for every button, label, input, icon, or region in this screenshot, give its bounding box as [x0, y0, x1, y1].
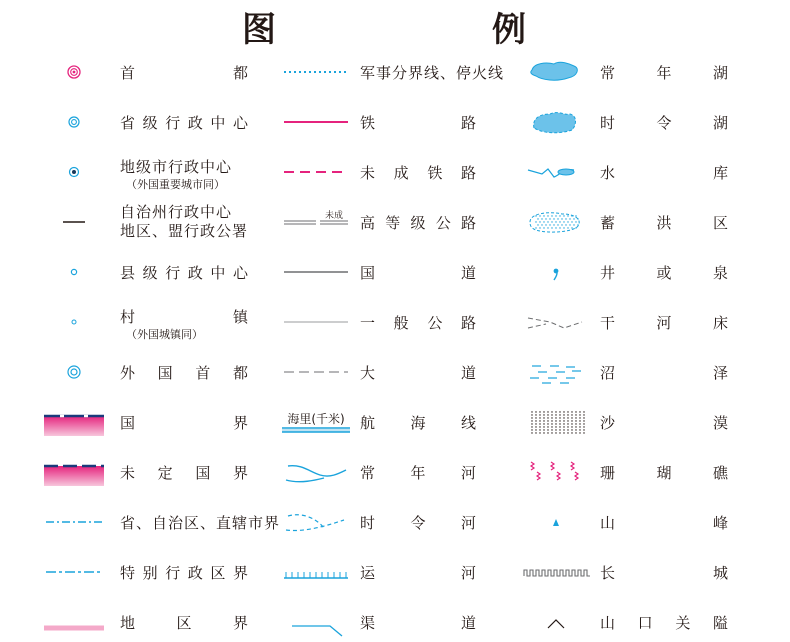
legend-label-char: 行 [165, 563, 181, 582]
highway-unfinished-label: 未成 [324, 211, 344, 221]
legend-label-char: 大 [360, 363, 376, 382]
legend-label-char: 外 [120, 363, 136, 382]
legend-label-char: 道 [460, 363, 476, 382]
legend-label-char: 心 [232, 263, 248, 282]
legend-label-char: 路 [460, 163, 476, 182]
legend-label-char: 心 [232, 113, 248, 132]
legend-label [360, 502, 476, 542]
foreign-capital-icon [38, 352, 110, 392]
legend-label-char: 路 [460, 313, 476, 332]
legend-label-char: 瑚 [656, 463, 672, 482]
legend-label [120, 252, 248, 292]
trail-icon [280, 352, 352, 392]
seasonal-lake-icon [520, 102, 592, 142]
legend-label [360, 352, 476, 392]
legend-label [600, 202, 728, 242]
capital-icon [38, 52, 110, 92]
legend-label-char: 沼 [600, 363, 616, 382]
legend-label-char: 首 [120, 63, 136, 82]
legend-label-char: 珊 [600, 463, 616, 482]
special-region-border-icon [38, 552, 110, 592]
legend-label [120, 202, 248, 242]
legend-label-char: 山 [600, 513, 616, 532]
legend-label-char: 床 [712, 313, 728, 332]
legend-label-char: 河 [460, 513, 476, 532]
legend-label-char: 国 [195, 463, 211, 482]
legend-label-char: 区 [176, 613, 192, 632]
legend-label [360, 252, 476, 292]
legend-label-char: 令 [656, 113, 672, 132]
legend-label [600, 252, 728, 292]
legend-label [360, 102, 476, 142]
railway-icon [280, 102, 352, 142]
legend-label [120, 352, 248, 392]
legend-label-char: 国 [360, 263, 376, 282]
legend-label-char: 公 [427, 313, 443, 332]
legend-label-char: 镇 [232, 307, 248, 326]
legend-label-char: 都 [232, 363, 248, 382]
title-left: 图 [242, 10, 276, 50]
legend-label-line1: 自治州行政中心 [120, 203, 233, 221]
legend-label-char: 别 [142, 563, 158, 582]
legend-label [600, 302, 728, 342]
legend-label-char: 沙 [600, 413, 616, 432]
legend-label-char: 蓄 [600, 213, 616, 232]
legend-sublabel: （外国城镇同） [126, 328, 203, 341]
legend-label-char: 河 [656, 313, 672, 332]
legend-label-char: 等 [385, 213, 401, 232]
legend-label-char: 河 [460, 563, 476, 582]
legend-label-char: 级 [410, 213, 426, 232]
legend-label-char: 路 [460, 213, 476, 232]
legend-label-char: 地 [120, 613, 136, 632]
legend-label-char: 时 [600, 113, 616, 132]
highway-icon [280, 202, 352, 242]
perennial-river-icon [280, 452, 352, 492]
legend-label-char: 界 [232, 413, 248, 432]
province-border-icon [38, 502, 110, 542]
channel-icon [280, 602, 352, 642]
legend-label-char: 道 [460, 613, 476, 632]
legend-label [120, 402, 248, 442]
legend-label-char: 航 [360, 413, 376, 432]
legend-label: 省、自治区、直辖市界 [120, 513, 281, 532]
legend-label-char: 未 [120, 463, 136, 482]
pass-icon [520, 602, 592, 642]
prefecture-border-icon [38, 602, 110, 642]
well-spring-icon [520, 252, 592, 292]
legend-label [600, 502, 728, 542]
legend-label-char: 行 [165, 113, 181, 132]
legend-label-char: 一 [360, 313, 376, 332]
legend-label-char: 泽 [712, 363, 728, 382]
legend-label-char: 特 [120, 563, 136, 582]
legend-label-char: 政 [187, 563, 203, 582]
dry-riverbed-icon [520, 302, 592, 342]
legend-label-char: 公 [435, 213, 451, 232]
legend-label-char: 口 [637, 613, 653, 632]
marsh-icon [520, 352, 592, 392]
legend-label [120, 102, 248, 142]
legend-label-char: 河 [460, 463, 476, 482]
legend-label-char: 渠 [360, 613, 376, 632]
legend-label-char: 高 [360, 213, 376, 232]
legend-label [360, 202, 476, 242]
great-wall-icon [520, 552, 592, 592]
legend-sublabel: （外国重要城市同） [126, 178, 225, 191]
legend-label-char: 常 [600, 63, 616, 82]
ordinary-road-icon [280, 302, 352, 342]
national-border-icon [38, 402, 110, 442]
provincial-center-icon [38, 102, 110, 142]
legend-label-char: 长 [600, 563, 616, 582]
national-road-icon [280, 252, 352, 292]
legend-label-char: 年 [410, 463, 426, 482]
legend-label [120, 52, 248, 92]
title-right: 例 [492, 10, 526, 50]
legend-label-char: 线 [460, 413, 476, 432]
legend-label: 军事分界线、停火线 [360, 63, 505, 82]
sea-route-unit-label: 海里(千米) [287, 412, 345, 426]
legend-label-char: 洪 [656, 213, 672, 232]
legend-label-char: 关 [675, 613, 691, 632]
legend-label [360, 552, 476, 592]
legend-label-char: 区 [712, 213, 728, 232]
perennial-lake-icon [520, 52, 592, 92]
legend-label-char: 水 [600, 163, 616, 182]
legend-label [120, 452, 248, 492]
legend-label [600, 552, 728, 592]
legend-label-char: 村 [120, 307, 136, 326]
seasonal-river-icon [280, 502, 352, 542]
legend-label-char: 定 [157, 463, 173, 482]
legend-label-char: 或 [656, 263, 672, 282]
autonomous-prefecture-icon [38, 202, 110, 242]
legend-label [600, 52, 728, 92]
legend-label [360, 152, 476, 192]
legend-label-char: 界 [232, 613, 248, 632]
legend-label-char: 成 [393, 163, 409, 182]
legend-label [600, 152, 728, 192]
military-line-icon [280, 52, 352, 92]
legend-label [120, 602, 248, 642]
legend-label-char: 界 [232, 463, 248, 482]
legend-label [600, 102, 728, 142]
legend-label-char: 级 [142, 113, 158, 132]
canal-icon [280, 552, 352, 592]
mountain-peak-icon [520, 502, 592, 542]
legend-label [600, 452, 728, 492]
legend-label-line2: 地区、盟行政公署 [120, 222, 249, 240]
town-icon [38, 302, 110, 342]
county-center-icon [38, 252, 110, 292]
legend-label-char: 铁 [427, 163, 443, 182]
legend-label-char: 都 [232, 63, 248, 82]
legend-label [360, 602, 476, 642]
legend-label-char: 中 [210, 113, 226, 132]
legend-label-char: 令 [410, 513, 426, 532]
legend-label-char: 县 [120, 263, 136, 282]
legend-label [600, 352, 728, 392]
legend-label-char: 海 [410, 413, 426, 432]
undetermined-border-icon [38, 452, 110, 492]
legend-label-char: 礁 [712, 463, 728, 482]
legend-label [360, 452, 476, 492]
legend-label-char: 湖 [712, 113, 728, 132]
coral-reef-icon [520, 452, 592, 492]
legend-label-char: 年 [656, 63, 672, 82]
legend-label-char: 级 [142, 263, 158, 282]
legend-label-char: 政 [187, 113, 203, 132]
legend-label-char: 路 [460, 113, 476, 132]
legend-label-char: 运 [360, 563, 376, 582]
flood-storage-icon [520, 202, 592, 242]
legend-label-char: 未 [360, 163, 376, 182]
legend-label-char: 湖 [712, 63, 728, 82]
legend-label-char: 铁 [360, 113, 376, 132]
legend-label-char: 隘 [712, 613, 728, 632]
legend-label: 地级市行政中心 [120, 157, 233, 176]
legend-label [120, 552, 248, 592]
legend-label-char: 城 [712, 563, 728, 582]
legend-label [600, 402, 728, 442]
legend-label-char: 行 [165, 263, 181, 282]
legend-label-char: 常 [360, 463, 376, 482]
prefecture-center-icon [38, 152, 110, 192]
legend-label-char: 时 [360, 513, 376, 532]
desert-icon [520, 402, 592, 442]
legend-label-char: 政 [187, 263, 203, 282]
legend-label [600, 602, 728, 642]
legend-label-char: 国 [120, 413, 136, 432]
legend-label-char: 中 [210, 263, 226, 282]
legend-label-char: 区 [210, 563, 226, 582]
legend-label-char: 漠 [712, 413, 728, 432]
legend-label-char: 界 [232, 563, 248, 582]
legend-label-char: 首 [195, 363, 211, 382]
legend-label-char: 省 [120, 113, 136, 132]
legend-label-char: 干 [600, 313, 616, 332]
legend-label [360, 302, 476, 342]
legend-label-char: 峰 [712, 513, 728, 532]
legend-label [360, 402, 476, 442]
legend-label-char: 井 [600, 263, 616, 282]
legend-label-char: 般 [393, 313, 409, 332]
legend-label-char: 山 [600, 613, 616, 632]
legend-label-char: 泉 [712, 263, 728, 282]
sea-route-icon [280, 402, 352, 442]
reservoir-icon [520, 152, 592, 192]
legend-label-char: 国 [157, 363, 173, 382]
legend-label-char: 道 [460, 263, 476, 282]
legend-label-char: 库 [712, 163, 728, 182]
unfinished-railway-icon [280, 152, 352, 192]
